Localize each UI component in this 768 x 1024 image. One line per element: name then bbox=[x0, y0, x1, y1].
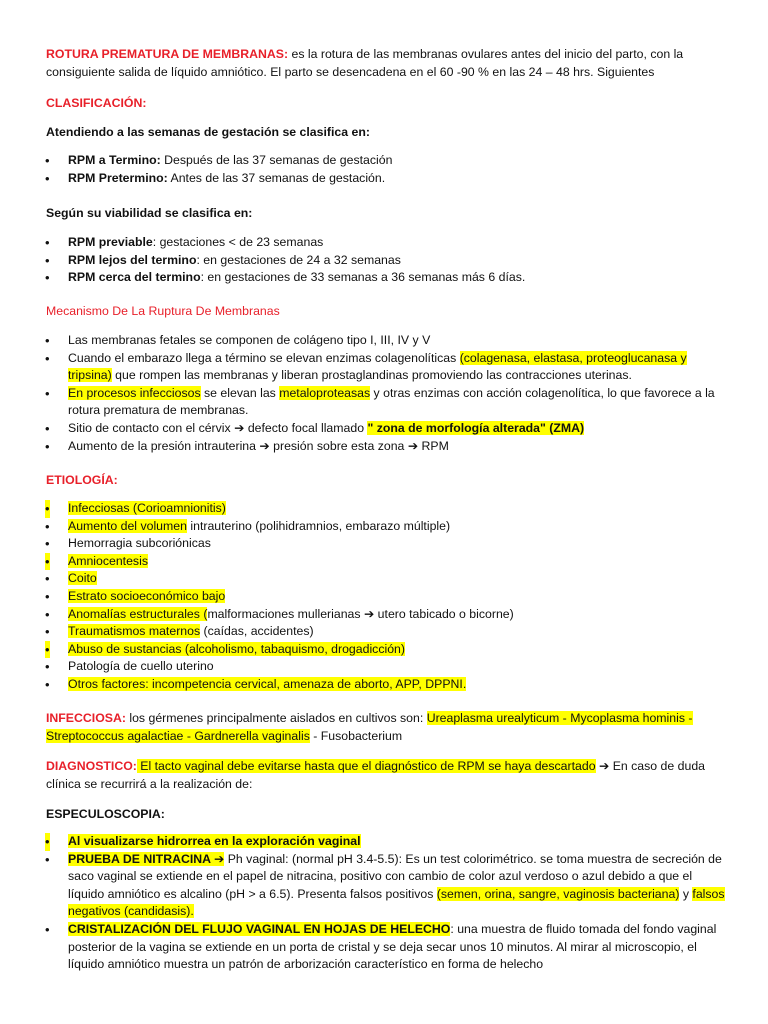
list-item: • Patología de cuello uterino bbox=[46, 658, 726, 676]
list-item: • Aumento de la presión intrauterina ➔ presión sobre esta zona ➔ RPM bbox=[46, 438, 726, 456]
list-item: • Sitio de contacto con el cérvix ➔ defecto focal llamado " zona de morfología alterada" (ZMA) bbox=[46, 420, 726, 438]
intro-text: es la rotura de las membranas ovulares antes del inicio del parto, con la consiguiente salida de líquido amniótico. El parto se desencadena en el 60 -90 % en las 24 – 48 hrs. Siguientes bbox=[46, 47, 684, 79]
arrow-icon: ➔ bbox=[213, 851, 225, 866]
mecanismo-heading: Mecanismo De La Ruptura De Membranas bbox=[46, 304, 280, 318]
list-item: • Abuso de sustancias (alcoholismo, tabaquismo, drogadicción) bbox=[46, 641, 726, 659]
especuloscopia-list bbox=[46, 833, 726, 974]
list-item: • Las membranas fetales se componen de colágeno tipo I, III, IV y V bbox=[46, 332, 726, 350]
clasificacion-heading: CLASIFICACIÓN: bbox=[46, 96, 147, 110]
arrow-icon: ➔ bbox=[407, 438, 419, 453]
list-item: • CRISTALIZACIÓN DEL FLUJO VAGINAL EN HOJAS DE HELECHO: una muestra de fluido tomada del fondo vaginal posterior de la vagina se extiende en un porta de cristal y se deja secar unos 10 minutos. Al mirar al microscopio, el líquido amniótico muestra un patrón de arborización característico en forma de helecho bbox=[46, 921, 726, 974]
diagnostico-paragraph: DIAGNOSTICO: El tacto vaginal debe evitarse hasta que el diagnóstico de RPM se haya descartado ➔ En caso de duda clínica se recurrirá a la realización de: bbox=[46, 759, 705, 791]
list-item: • RPM previable: gestaciones < de 23 semanas bbox=[46, 234, 726, 252]
arrow-icon: ➔ bbox=[363, 606, 375, 621]
etiologia-list bbox=[46, 500, 726, 694]
list-item: • Al visualizarse hidrorrea en la exploración vaginal bbox=[46, 833, 726, 851]
mecanismo-list bbox=[46, 332, 726, 455]
intro-paragraph bbox=[46, 46, 726, 81]
list-item: • RPM lejos del termino: en gestaciones de 24 a 32 semanas bbox=[46, 252, 726, 270]
list-item: • Estrato socioeconómico bajo bbox=[46, 588, 726, 606]
infecciosa-paragraph: INFECCIOSA: los gérmenes principalmente aislados en cultivos son: Ureaplasma urealyticum - Mycoplasma hominis - Streptococcus agalactiae - Gardnerella vaginalis - Fusobacterium bbox=[46, 711, 693, 743]
list-item: • Coito bbox=[46, 570, 726, 588]
list-item: • RPM cerca del termino: en gestaciones de 33 semanas a 36 semanas más 6 días. bbox=[46, 269, 726, 287]
viabilidad-list bbox=[46, 234, 726, 287]
list-item: • Traumatismos maternos (caídas, accidentes) bbox=[46, 623, 726, 641]
list-item: • Cuando el embarazo llega a término se elevan enzimas colagenolíticas (colagenasa, elastasa, proteoglucanasa y tripsina) que rompen las membranas y liberan prostaglandinas promoviendo las contracciones uterinas. bbox=[46, 350, 726, 385]
list-item: • PRUEBA DE NITRACINA ➔ Ph vaginal: (normal pH 3.4-5.5): Es un test colorimétrico. se toma muestra de secreción de saco vaginal se extiende en el papel de nitracina, positivo con cambio de color azul verdoso o azul debido a que el líquido amniótico es alcalino (pH > a 6.5). Presenta falsos positivos (semen, orina, sangre, vaginosis bacteriana) y falsos negativos (candidasis). bbox=[46, 851, 726, 921]
list-item: • En procesos infecciosos se elevan las metaloproteasas y otras enzimas con acción colagenolítica, lo que favorece a la rotura prematura de membranas. bbox=[46, 385, 726, 420]
list-item: • RPM a Termino: Después de las 37 semanas de gestación bbox=[46, 152, 726, 170]
list-item: • RPM Pretermino: Antes de las 37 semanas de gestación. bbox=[46, 170, 726, 188]
intro-title: ROTURA PREMATURA DE MEMBRANAS: bbox=[46, 47, 289, 61]
especuloscopia-heading: ESPECULOSCOPIA: bbox=[46, 807, 165, 821]
list-item: • Infecciosas (Corioamnionitis) bbox=[46, 500, 726, 518]
viabilidad-heading: Según su viabilidad se clasifica en: bbox=[46, 206, 253, 220]
arrow-icon: ➔ bbox=[598, 759, 610, 773]
list-item: • Amniocentesis bbox=[46, 553, 726, 571]
list-item: • Anomalías estructurales (malformaciones mullerianas ➔ utero tabicado o bicorne) bbox=[46, 606, 726, 624]
semanas-list bbox=[46, 152, 726, 187]
arrow-icon: ➔ bbox=[234, 420, 245, 435]
etiologia-heading: ETIOLOGÍA: bbox=[46, 473, 118, 487]
semanas-heading: Atendiendo a las semanas de gestación se clasifica en: bbox=[46, 125, 370, 139]
list-item: • Aumento del volumen intrauterino (polihidramnios, embarazo múltiple) bbox=[46, 518, 726, 536]
list-item: • Hemorragia subcoriónicas bbox=[46, 535, 726, 553]
arrow-icon: ➔ bbox=[259, 438, 270, 453]
list-item: • Otros factores: incompetencia cervical, amenaza de aborto, APP, DPPNI. bbox=[46, 676, 726, 694]
